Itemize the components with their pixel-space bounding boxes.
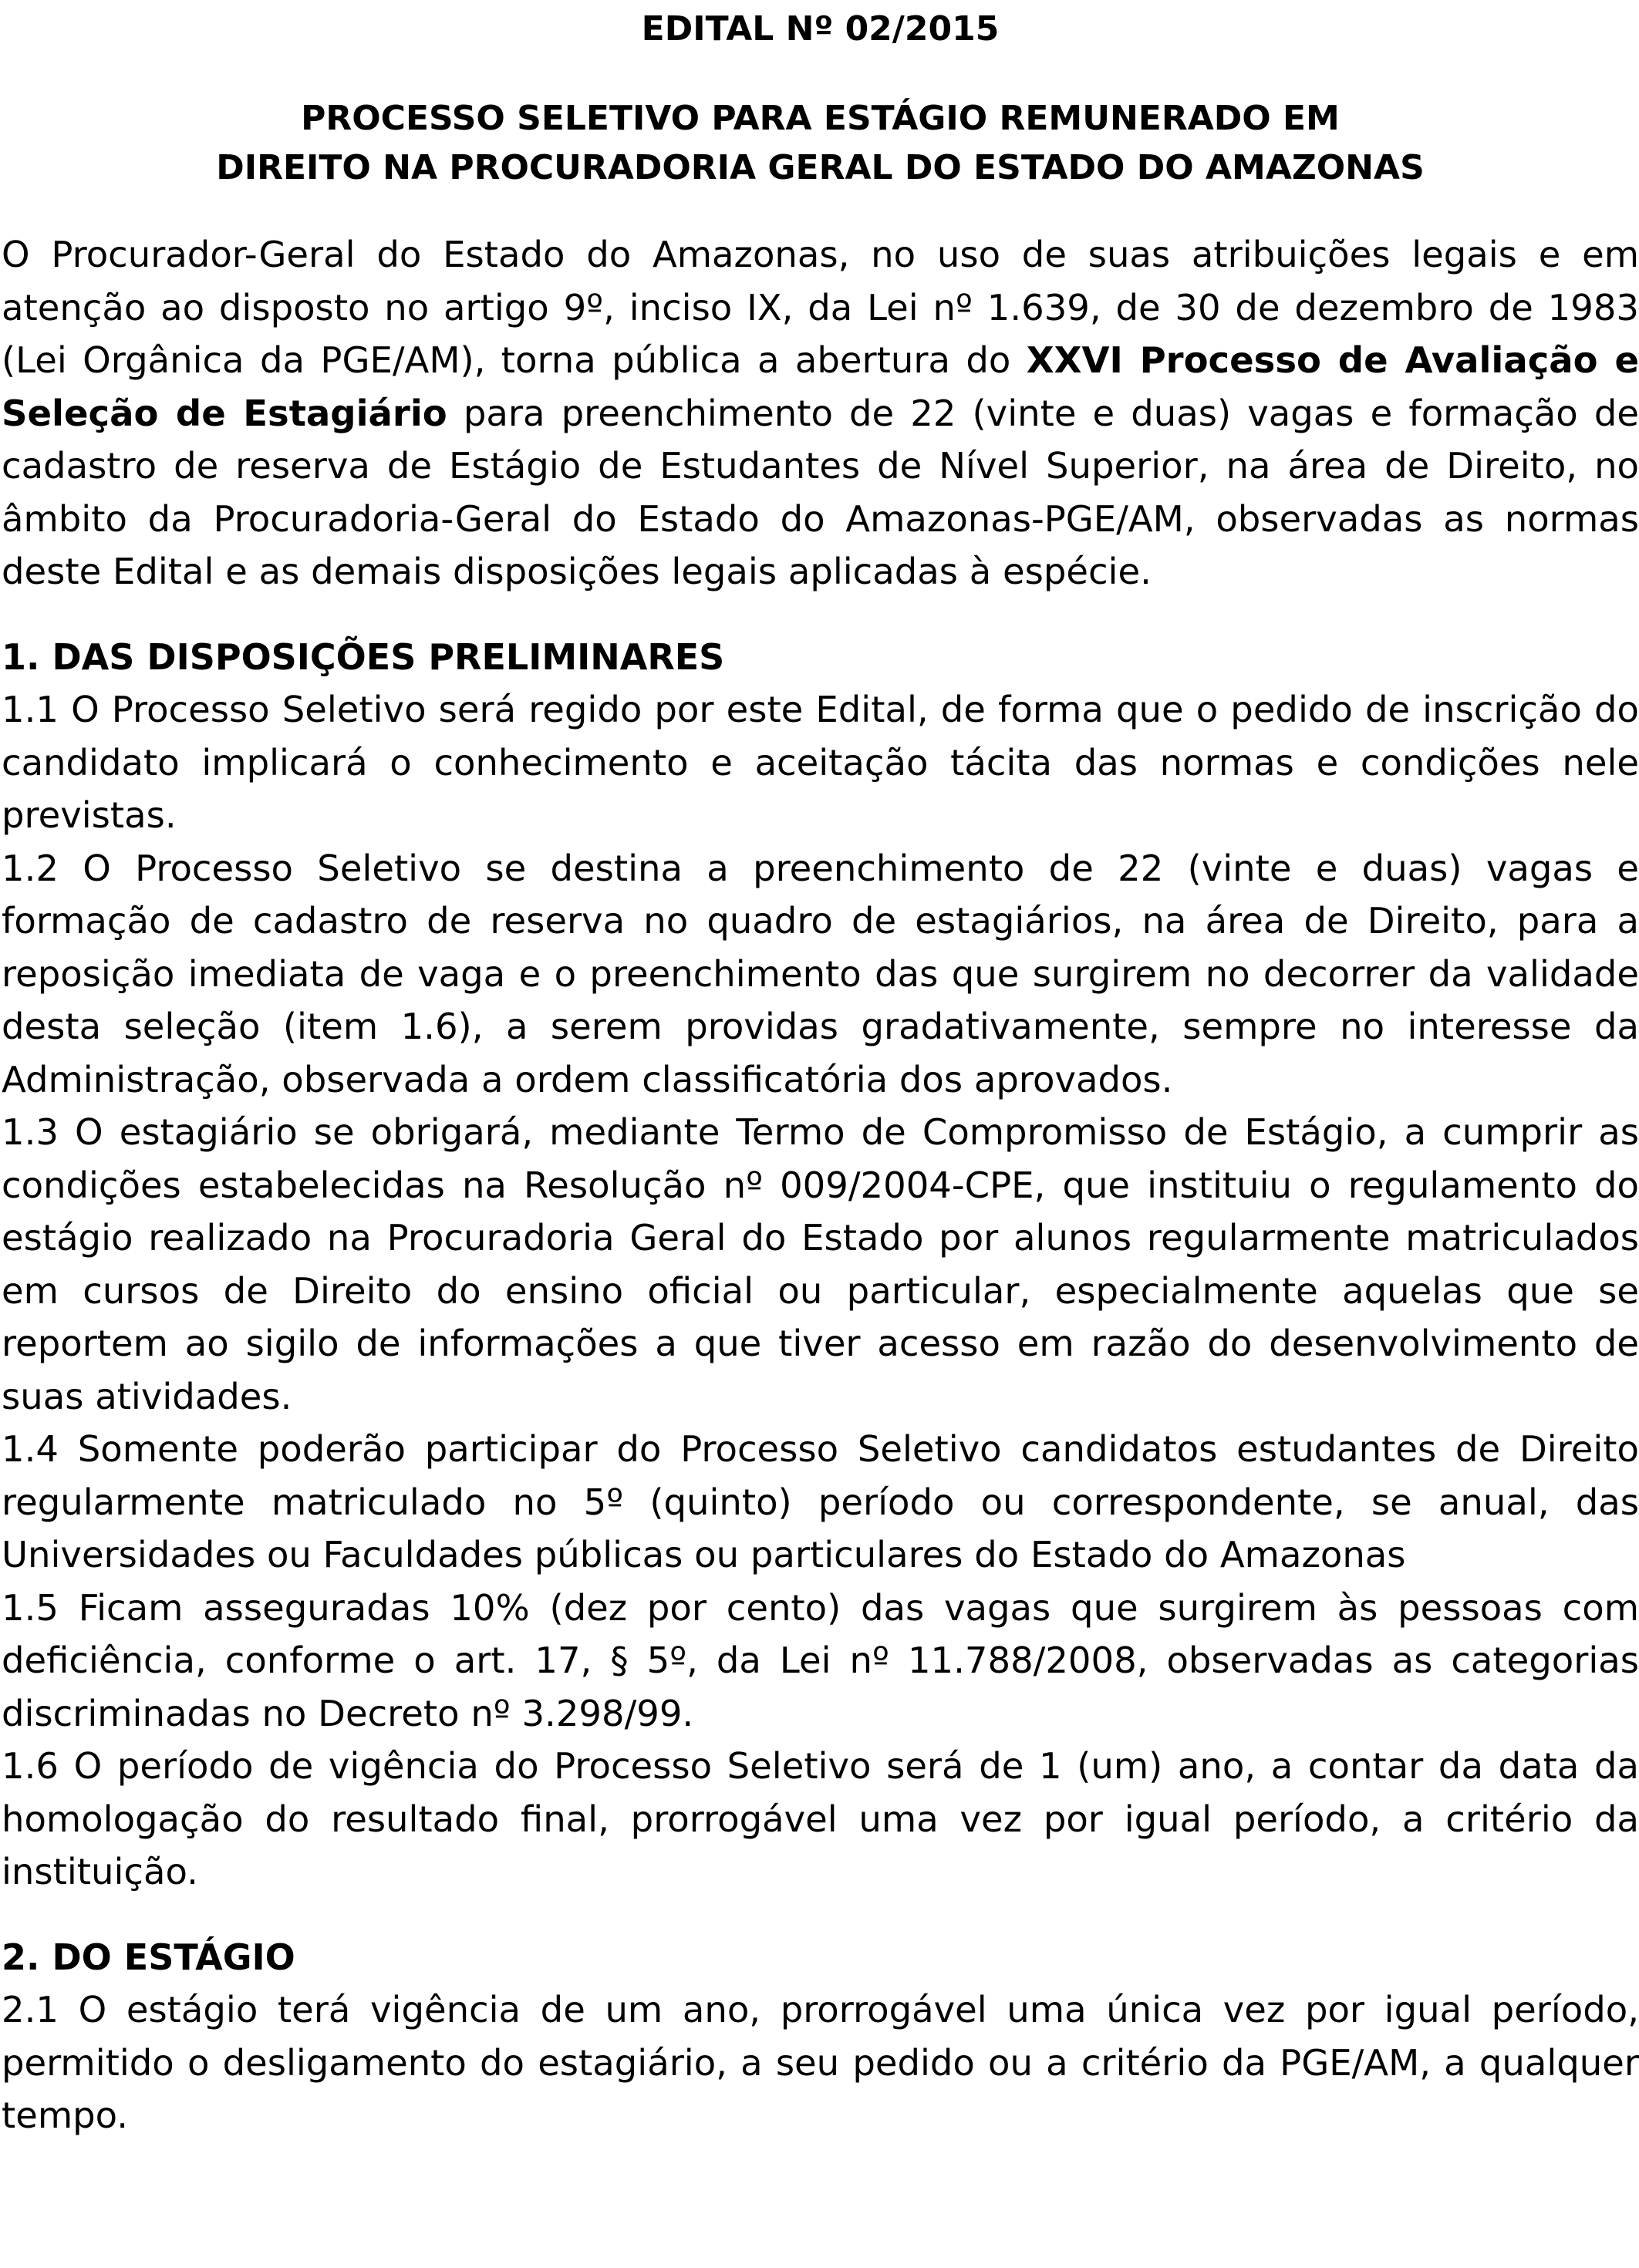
intro-text-start: O Procurador-Geral do Estado do Amazonas, no uso de suas atribuições legais e em atenção ao disposto no artigo 9º, inciso IX, da Lei nº 1.639, de 30 de dezembro de 1983 (Lei Orgânica da PGE/AM), torna pública a abertura do [2, 234, 1639, 381]
document-subtitle [2, 94, 1639, 193]
item-1-3: 1.3 O estagiário se obrigará, mediante Termo de Compromisso de Estágio, a cumprir as condições estabelecidas na Resolução nº 009/2004-CPE, que instituiu o regulamento do estágio realizado na Procuradoria Geral do Estado por alunos regularmente matriculados em cursos de Direito do ensino oficial ou particular, especialmente aquelas que se reportem ao sigilo de informações a que tiver acesso em razão do desenvolvimento de suas atividades. [2, 1111, 1639, 1417]
section-1-heading: 1. DAS DISPOSIÇÕES PRELIMINARES [2, 635, 725, 678]
subtitle-line-1: PROCESSO SELETIVO PARA ESTÁGIO REMUNERADO EM [301, 99, 1340, 138]
item-1-6: 1.6 O período de vigência do Processo Seletivo será de 1 (um) ano, a contar da data da homologação do resultado final, prorrogável uma vez por igual período, a critério da instituição. [2, 1745, 1639, 1892]
item-2-1: 2.1 O estágio terá vigência de um ano, prorrogável uma única vez por igual período, permitido o desligamento do estagiário, a seu pedido ou a critério da PGE/AM, a qualquer tempo. [2, 1989, 1639, 2136]
section-2-heading: 2. DO ESTÁGIO [2, 1936, 295, 1978]
item-1-1: 1.1 O Processo Seletivo será regido por este Edital, de forma que o pedido de inscrição do candidato implicará o conhecimento e aceitação tácita das normas e condições nele previstas. [2, 689, 1639, 836]
intro-text-end: para preenchimento de 22 (vinte e duas) vagas e formação de cadastro de reserva de Estágio de Estudantes de Nível Superior, na área de Direito, no âmbito da Procuradoria-Geral do Estado do Amazonas-PGE/AM, observadas as normas deste Edital e as demais disposições legais aplicadas à espécie. [2, 392, 1639, 592]
intro-paragraph [2, 228, 1639, 598]
document-title: EDITAL Nº 02/2015 [641, 9, 1000, 49]
intro-bold-text: XXVI Processo de Avaliação e Seleção de Estagiário [2, 339, 1639, 434]
item-1-4: 1.4 Somente poderão participar do Processo Seletivo candidatos estudantes de Direito regularmente matriculado no 5º (quinto) período ou correspondente, se anual, das Universidades ou Faculdades públicas ou particulares do Estado do Amazonas [2, 1428, 1639, 1575]
subtitle-line-2: DIREITO NA PROCURADORIA GERAL DO ESTADO DO AMAZONAS [216, 148, 1425, 187]
item-1-5: 1.5 Ficam asseguradas 10% (dez por cento) das vagas que surgirem às pessoas com deficiência, conforme o art. 17, § 5º, da Lei nº 11.788/2008, observadas as categorias discriminadas no Decreto nº 3.298/99. [2, 1586, 1639, 1734]
item-1-2: 1.2 O Processo Seletivo se destina a preenchimento de 22 (vinte e duas) vagas e formação de cadastro de reserva no quadro de estagiários, na área de Direito, para a reposição imediata de vaga e o preenchimento das que surgirem no decorrer da validade desta seleção (item 1.6), a serem providas gradativamente, sempre no interesse da Administração, observada a ordem classificatória dos aprovados. [2, 847, 1639, 1100]
